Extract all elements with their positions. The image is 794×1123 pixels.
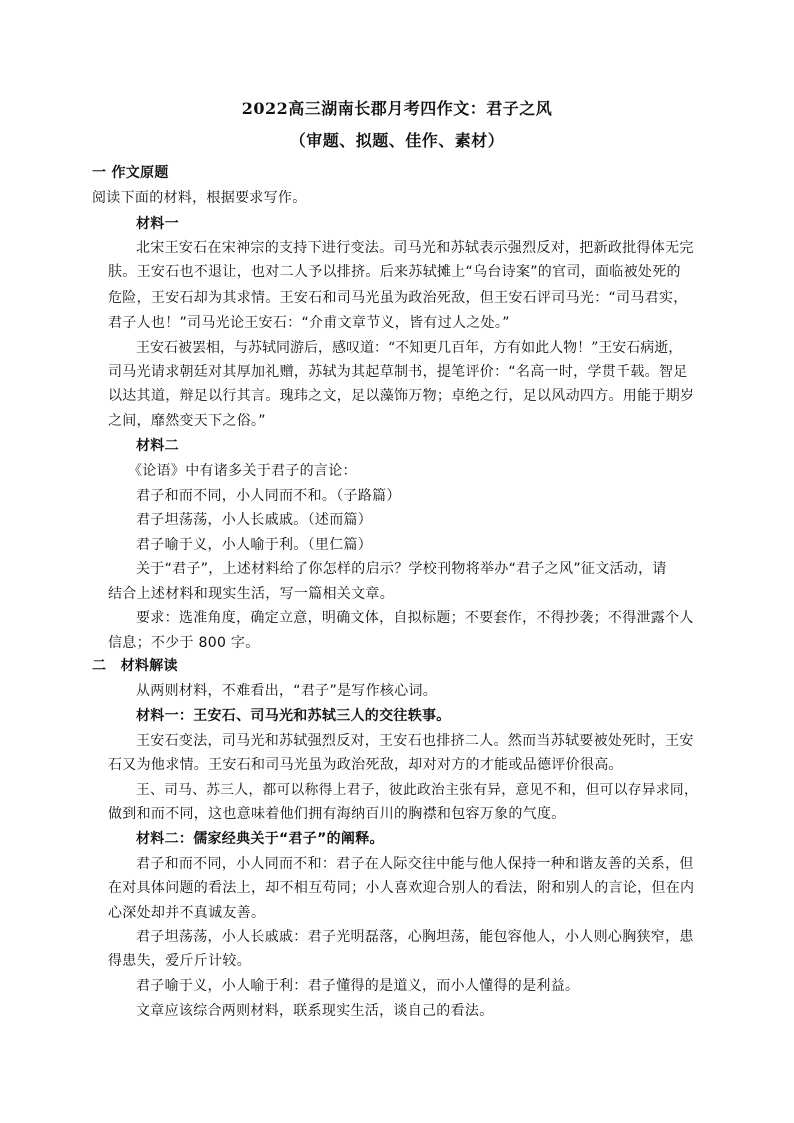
paragraph-line: 危险，王安石却为其求情。王安石和司马光虽为政治死敌，但王安石评司马光：“司马君实， bbox=[108, 290, 688, 306]
paragraph-line: 王安石被罢相，与苏轼同游后，感叹道：“不知更几百年，方有如此人物！”王安石病逝， bbox=[136, 340, 683, 356]
paragraph-line: 北宋王安石在宋神宗的支持下进行变法。司马光和苏轼表示强烈反对，把新政批得体无完 bbox=[136, 240, 694, 256]
paragraph-line: 君子人也！”司马光论王安石：“介甫文章节义，皆有过人之处。” bbox=[108, 315, 510, 331]
paragraph-line: 从两则材料，不难看出，“君子”是写作核心词。 bbox=[136, 683, 438, 699]
paragraph-line: 以达其道，辩足以行其言。瑰玮之文，足以藻饰万物；卓绝之行，足以风动四方。用能于期岁 bbox=[108, 388, 695, 404]
paragraph-line: 《论语》中有诸多关于君子的言论： bbox=[128, 463, 357, 479]
paragraph-line: 君子和而不同，小人同而不和：君子在人际交往中能与他人保持一种和谐友善的关系，但 bbox=[136, 856, 694, 872]
paragraph-line: 关于“君子”，上述材料给了你怎样的启示？学校刊物将举办“君子之风”征文活动，请 bbox=[136, 561, 667, 577]
analysis-one-heading: 材料一：王安石、司马光和苏轼三人的交往轶事。 bbox=[136, 708, 451, 724]
paragraph-line: 王安石变法，司马光和苏轼强烈反对，王安石也排挤二人。然而当苏轼要被处死时，王安 bbox=[136, 733, 694, 749]
document-subtitle: （审题、拟题、佳作、素材） bbox=[289, 131, 505, 150]
document-title: 2022高三湖南长郡月考四作文：君子之风 bbox=[241, 99, 553, 118]
section-heading-original-prompt: 一 作文原题 bbox=[92, 165, 169, 181]
material-one-heading: 材料一 bbox=[136, 216, 179, 232]
requirements-line: 要求：选准角度，确定立意，明确文体，自拟标题；不要套作，不得抄袭；不得泄露个人 bbox=[136, 610, 694, 626]
paragraph-line: 君子坦荡荡，小人长戚戚：君子光明磊落，心胸坦荡，能包容他人，小人则心胸狭窄，患 bbox=[136, 929, 694, 945]
paragraph-line: 王、司马、苏三人，都可以称得上君子，彼此政治主张有异，意见不和，但可以存异求同， bbox=[136, 782, 699, 798]
material-two-heading: 材料二 bbox=[136, 438, 179, 454]
analysis-two-heading: 材料二：儒家经典关于“君子”的阐释。 bbox=[136, 831, 384, 847]
quote-line: 君子喻于义，小人喻于利。（里仁篇） bbox=[136, 537, 373, 553]
paragraph-line: 肤。王安石也不退让，也对二人予以排挤。后来苏轼摊上“乌台诗案”的官司，面临被处死的 bbox=[108, 264, 681, 280]
paragraph-line: 心深处却并不真诚友善。 bbox=[108, 905, 266, 921]
paragraph-line: 之间，靡然变天下之俗。” bbox=[108, 413, 266, 429]
section-heading-material-analysis: 二 材料解读 bbox=[92, 658, 178, 674]
paragraph-line: 司马光请求朝廷对其厚加礼赠，苏轼为其起草制书，提笔评价：“名高一时，学贯千载。智足 bbox=[108, 364, 688, 380]
paragraph-line: 君子喻于义，小人喻于利：君子懂得的是道义，而小人懂得的是利益。 bbox=[136, 978, 580, 994]
requirements-line: 信息；不少于 800 字。 bbox=[108, 635, 260, 651]
quote-line: 君子和而不同，小人同而不和。（子路篇） bbox=[136, 488, 401, 504]
paragraph-line: 结合上述材料和现实生活，写一篇相关文章。 bbox=[108, 586, 394, 602]
paragraph-line: 文章应该综合两则材料，联系现实生活，谈自己的看法。 bbox=[136, 1003, 494, 1019]
paragraph-line: 得患失，爱斤斤计较。 bbox=[108, 953, 251, 969]
paragraph-line: 在对具体问题的看法上，却不相互苟同；小人喜欢迎合别人的看法，附和别人的言论，但在内 bbox=[108, 880, 695, 896]
paragraph-line: 石又为他求情。王安石和司马光虽为政治死敌，却对对方的才能或品德评价很高。 bbox=[108, 757, 623, 773]
quote-line: 君子坦荡荡，小人长戚戚。（述而篇） bbox=[136, 512, 373, 528]
paragraph-line: 阅读下面的材料，根据要求写作。 bbox=[92, 190, 307, 206]
paragraph-line: 做到和而不同，这也意味着他们拥有海纳百川的胸襟和包容万象的气度。 bbox=[108, 806, 566, 822]
